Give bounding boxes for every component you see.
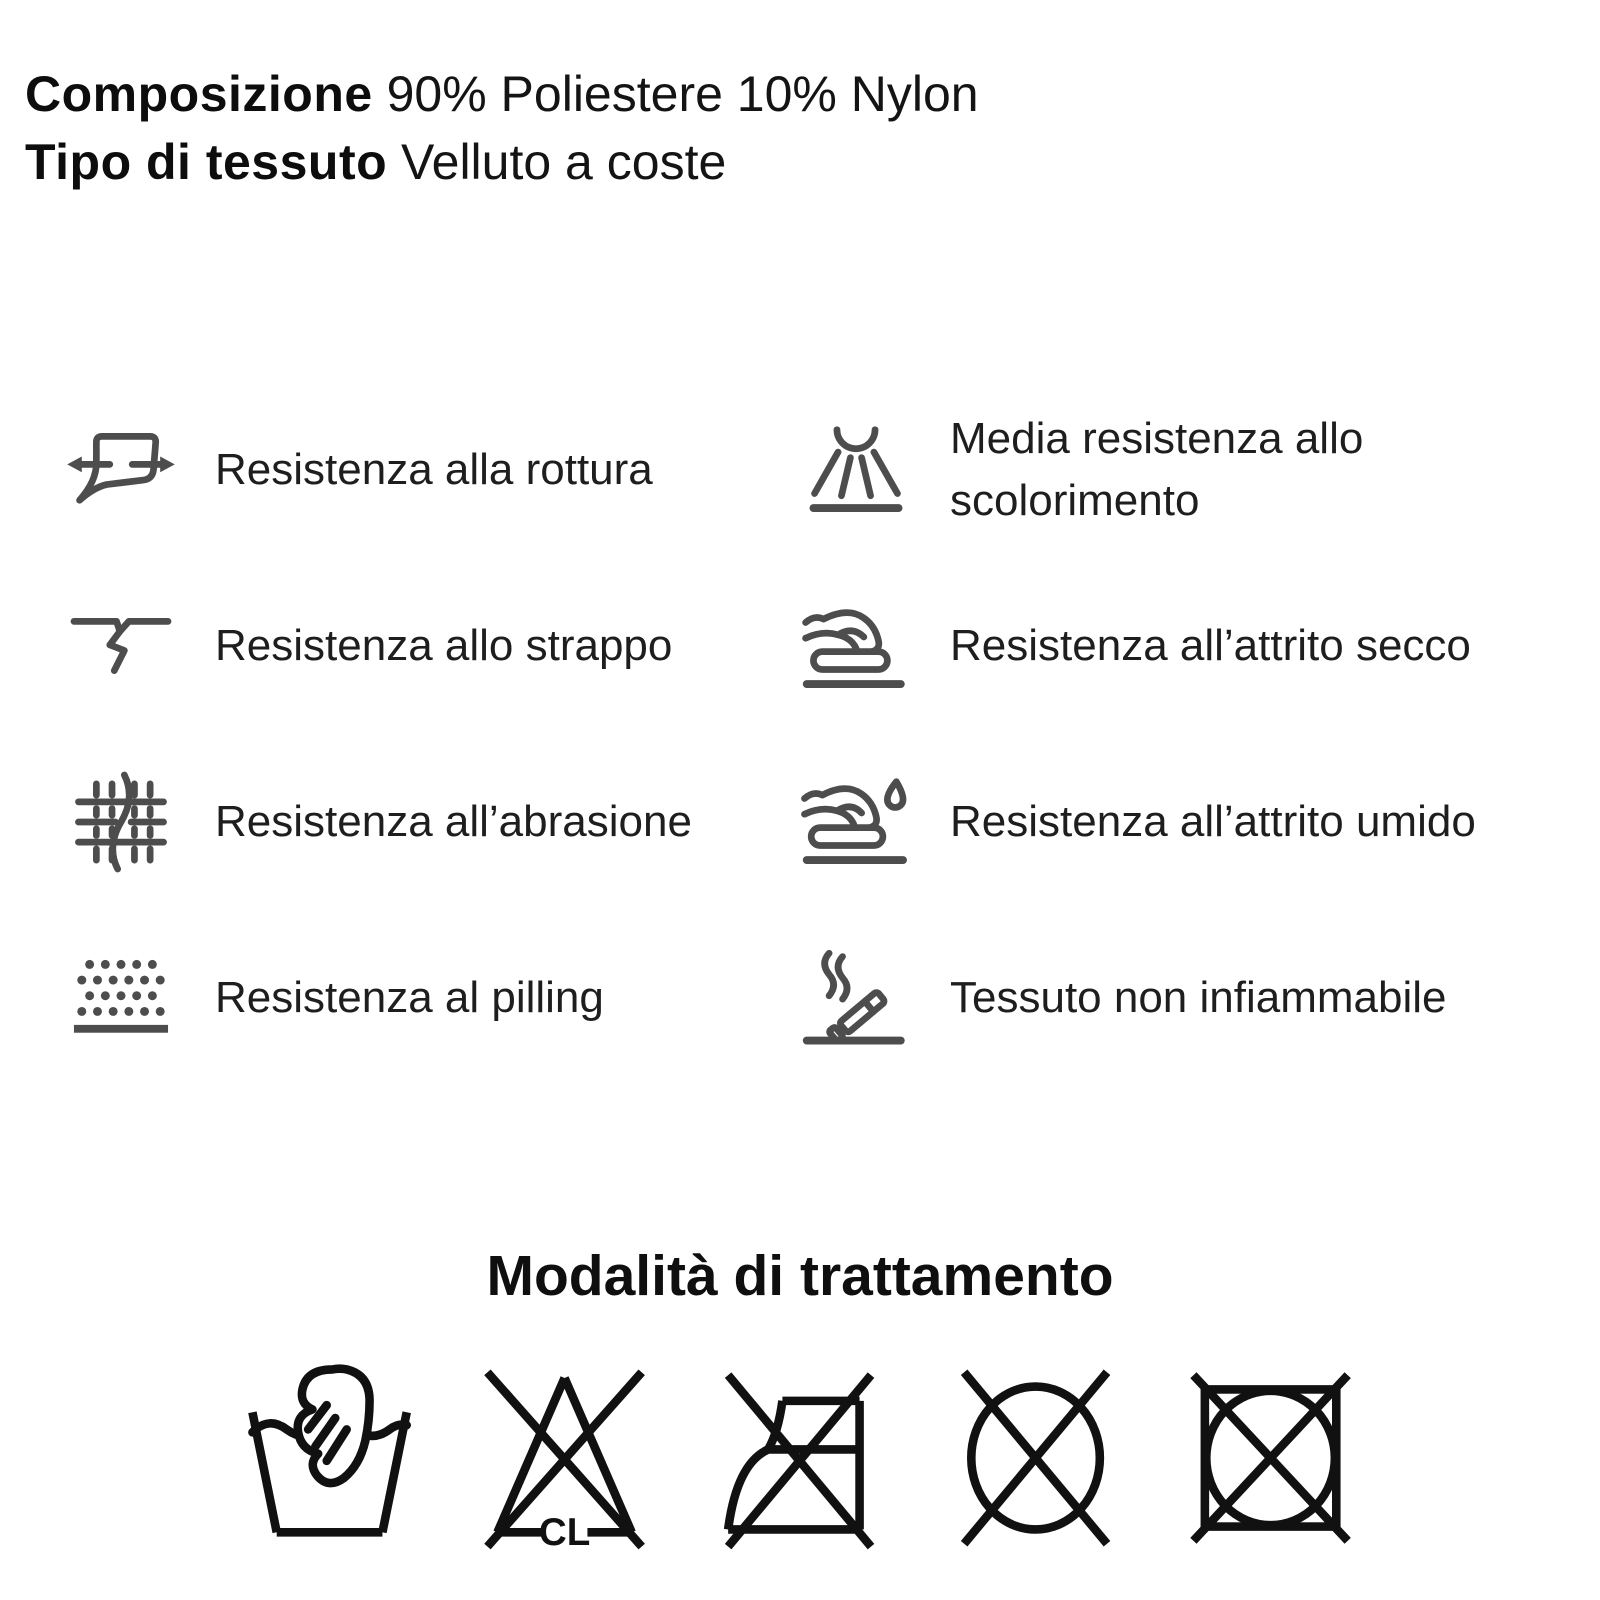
fabric-type-label: Tipo di tessuto [25,134,388,190]
care-section-title: Modalità di trattamento [486,1244,1114,1308]
do-not-iron-icon [711,1358,888,1563]
care-symbols-row [0,1358,1600,1563]
composition-value: 90% Poliestere 10% Nylon [386,66,979,122]
fabric-header [25,60,979,196]
composition-label: Composizione [25,66,373,122]
wet-rub-resistance-icon [790,756,922,888]
pilling-resistance-icon [55,932,187,1064]
tensile-strength-icon [55,404,187,536]
property-label: Tessuto non infiammabile [950,972,1447,1022]
property-row [55,734,790,910]
property-label: Media resistenza allo scolorimento [950,413,1364,525]
property-row [55,382,790,558]
bleach-cl-label: CL [539,1511,591,1555]
property-row [790,382,1570,558]
property-label: Resistenza al pilling [215,972,604,1022]
fabric-type-line [25,128,979,196]
hand-wash-icon [241,1358,418,1563]
abrasion-resistance-icon [55,756,187,888]
fabric-type-value: Velluto a coste [401,134,727,190]
do-not-tumble-dry-icon [1182,1358,1359,1563]
composition-line [25,60,979,128]
tear-resistance-icon [55,580,187,712]
property-label: Resistenza all’attrito secco [950,620,1471,670]
dry-rub-resistance-icon [790,580,922,712]
property-row [790,558,1570,734]
do-not-dry-clean-icon [947,1358,1124,1563]
property-row [790,734,1570,910]
property-row [790,910,1570,1086]
do-not-bleach-icon [476,1358,653,1563]
fade-resistance-icon [790,404,922,536]
non-flammable-icon [790,932,922,1064]
property-label: Resistenza all’abrasione [215,796,692,846]
property-row [55,910,790,1086]
property-label: Resistenza alla rottura [215,444,653,494]
property-label: Resistenza allo strappo [215,620,673,670]
property-row [55,558,790,734]
property-grid [55,382,1570,1086]
property-label: Resistenza all’attrito umido [950,796,1476,846]
